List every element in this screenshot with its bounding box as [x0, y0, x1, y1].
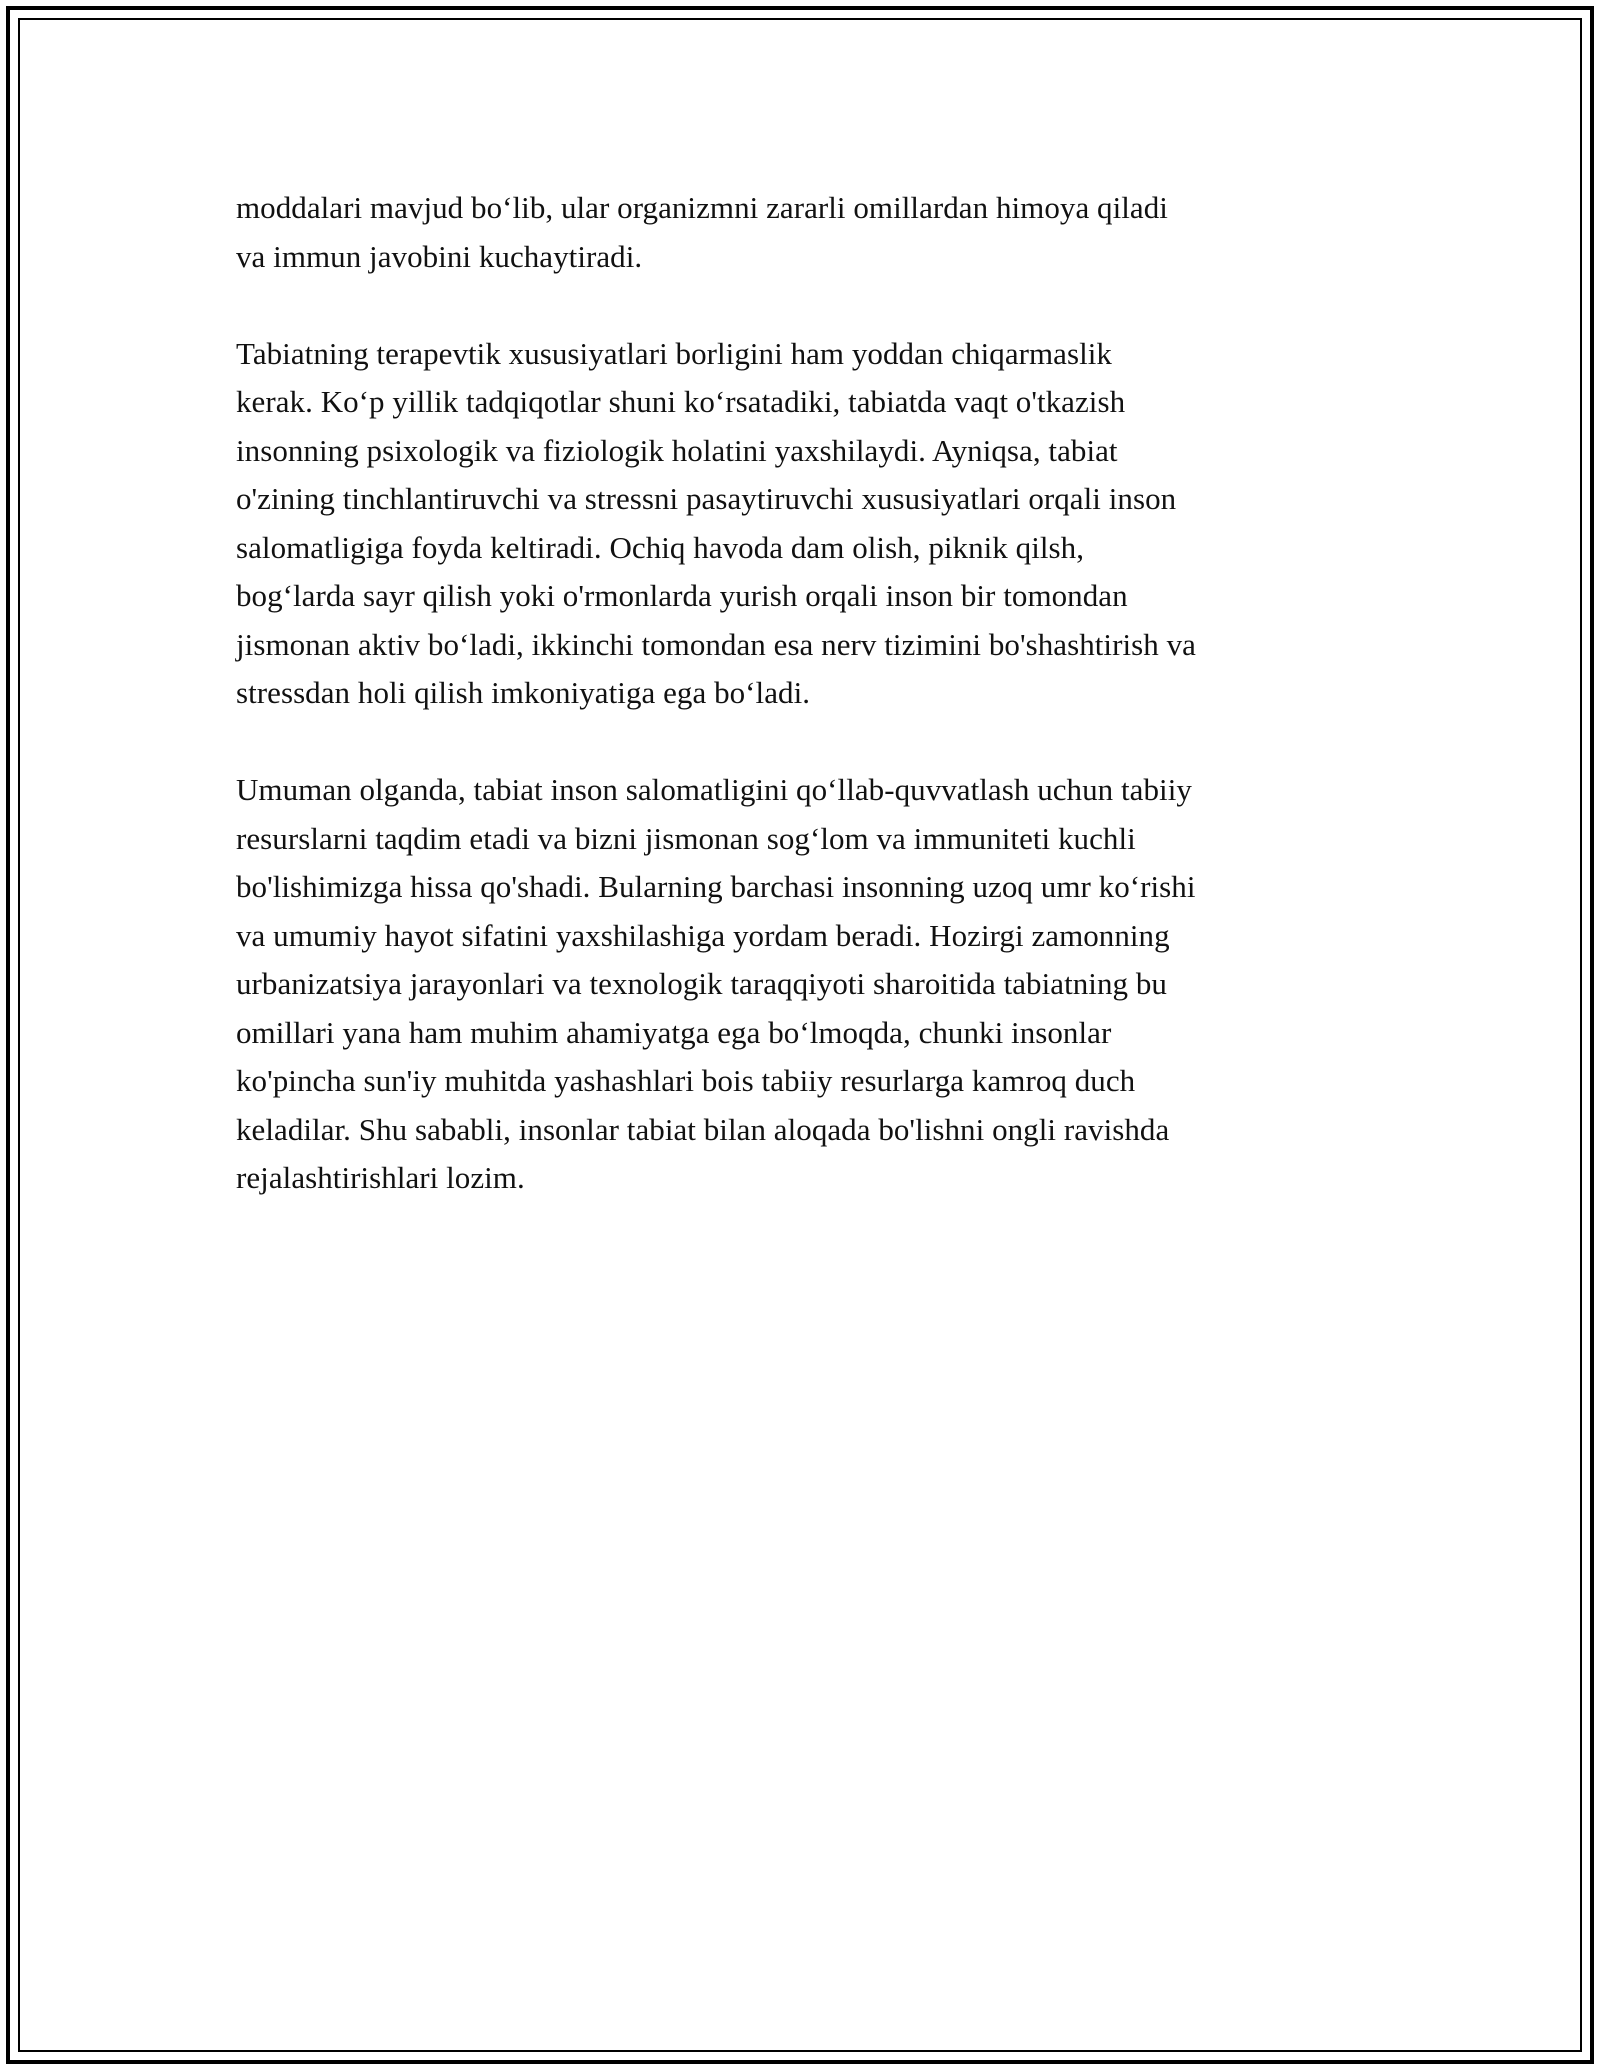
- text-line: moddalari mavjud bo‘lib, ular organizmni zararli omillardan himoya qiladi: [236, 190, 1168, 225]
- text-line: omillari yana ham muhim ahamiyatga ega bo‘lmoqda, chunki insonlar: [236, 1014, 1112, 1050]
- text-line: keladilar. Shu sababli, insonlar tabiat bilan aloqada bo'lishni ongli ravishda: [236, 1111, 1170, 1147]
- text-line: resurslarni taqdim etadi va bizni jismonan sog‘lom va immuniteti kuchli: [236, 820, 1136, 856]
- text-line: stressdan holi qilish imkoniyatiga ega bo‘ladi.: [236, 675, 811, 710]
- document-body: [236, 184, 1386, 1251]
- paragraph-3: [236, 766, 1386, 1203]
- text-line: va umumiy hayot sifatini yaxshilashiga yordam beradi. Hozirgi zamonning: [236, 917, 1170, 953]
- paragraph-2: [236, 330, 1386, 718]
- text-line: salomatligiga foyda keltiradi. Ochiq havoda dam olish, piknik qilsh,: [236, 529, 1084, 565]
- text-line: jismonan aktiv bo‘ladi, ikkinchi tomondan esa nerv tizimini bo'shashtirish va: [236, 626, 1196, 662]
- text-line: Tabiatning terapevtik xususiyatlari borligini ham yoddan chiqarmaslik: [236, 335, 1112, 371]
- text-line: bo'lishimizga hissa qo'shadi. Bularning barchasi insonning uzoq umr ko‘rishi: [236, 869, 1196, 904]
- text-line: o'zining tinchlantiruvchi va stressni pasaytiruvchi xususiyatlari orqali inson: [236, 481, 1177, 516]
- text-line: bog‘larda sayr qilish yoki o'rmonlarda yurish orqali inson bir tomondan: [236, 578, 1128, 613]
- text-line: rejalashtirishlari lozim.: [236, 1160, 525, 1195]
- text-line: va immun javobini kuchaytiradi.: [236, 238, 643, 274]
- text-line: kerak. Ko‘p yillik tadqiqotlar shuni ko‘rsatadiki, tabiatda vaqt o'tkazish: [236, 384, 1126, 419]
- text-line: ko'pincha sun'iy muhitda yashashlari bois tabiiy resurlarga kamroq duch: [236, 1063, 1136, 1098]
- text-line: urbanizatsiya jarayonlari va texnologik taraqqiyoti sharoitida tabiatning bu: [236, 966, 1167, 1001]
- text-line: Umuman olganda, tabiat inson salomatligini qo‘llab-quvvatlash uchun tabiiy: [236, 772, 1192, 807]
- paragraph-1: [236, 184, 1386, 281]
- text-line: insonning psixologik va fiziologik holatini yaxshilaydi. Ayniqsa, tabiat: [236, 432, 1118, 468]
